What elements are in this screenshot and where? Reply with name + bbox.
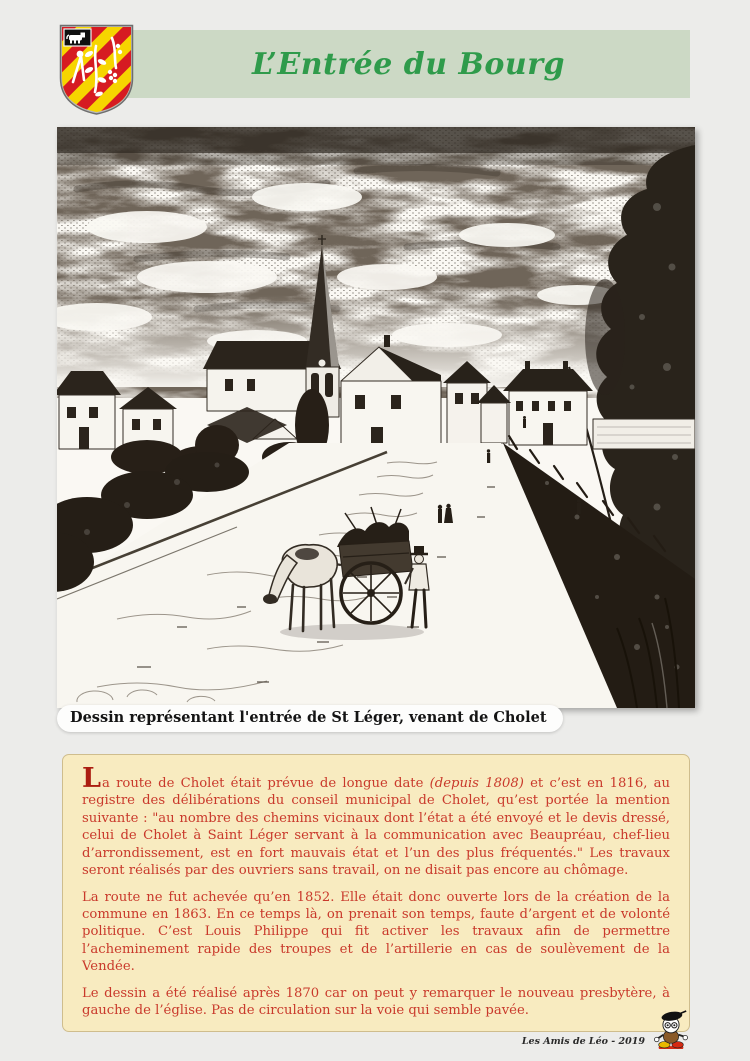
article-box [62, 754, 690, 1032]
paragraph-3: Le dessin a été réalisé après 1870 car on peut y remarquer le nouveau presbytère, à gauche de l’église. Pas de circulation sur la voie qui semble pavée. [82, 985, 670, 1019]
artwork-caption: Dessin représentant l'entrée de St Léger, venant de Cholet [57, 705, 563, 732]
footer-credit: Les Amis de Léo - 2019 [521, 1036, 645, 1047]
page-title: L’Entrée du Bourg [252, 46, 565, 82]
mascot-icon [652, 1010, 690, 1054]
title-banner [127, 30, 690, 98]
drop-cap: L [82, 763, 102, 794]
engraving-image [57, 127, 695, 708]
footer [522, 1010, 690, 1054]
coat-of-arms-icon [58, 22, 135, 115]
paragraph-1: La route de Cholet était prévue de longue date (depuis 1808) et c’est en 1816, au registre des délibérations du conseil municipal de Cholet, qu’est portée la mention suivante : "au nombre des chemins vicinaux dont l’état a été envoyé et le devis dressé, celui de Cholet à Saint Léger servant à la communication avec Beaupréau, chef-lieu d’arrondissement, est en fort mauvais état et l’un des plus fréquentés." Les travaux seront réalisés par des ouvriers sans travail, on ne disait pas encore au chômage. [82, 763, 670, 879]
paragraph-2: La route ne fut achevée qu’en 1852. Elle était donc ouverte lors de la création de la commune en 1863. En ce temps là, on prenait son temps, faute d’argent et de volonté politique. C’est Louis Philippe qui fit activer les travaux afin de permettre l’acheminement rapide des troupes et de l’artillerie en cas de soulèvement de la Vendée. [82, 889, 670, 975]
